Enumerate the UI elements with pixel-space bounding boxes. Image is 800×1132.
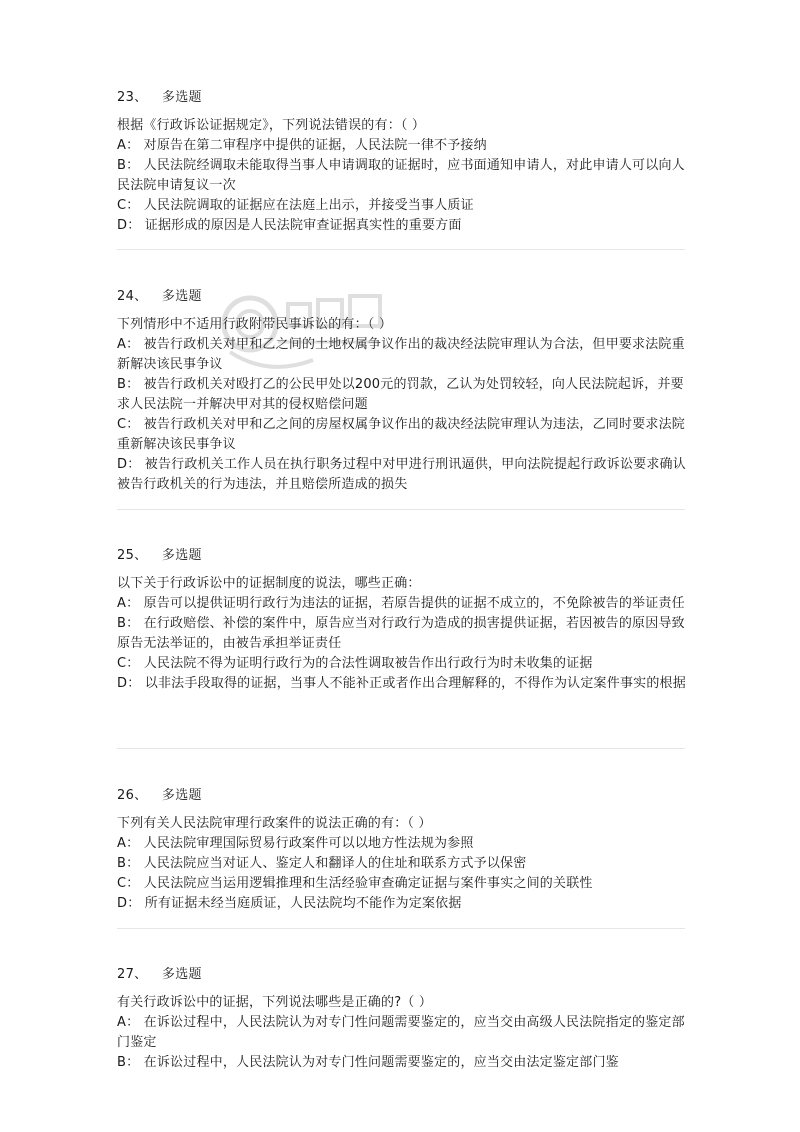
question-header [117,88,687,108]
option-c: C： 人民法院应当运用逻辑推理和生活经验审查确定证据与案件事实之间的关联性 [117,876,593,891]
option-b: B： 在行政赔偿、补偿的案件中，原告应当对行政行为造成的损害提供证据，若因被告的原因导致原告无法举证的，由被告承担举证责任 [117,616,685,651]
question-number: 23、 [117,90,148,105]
option-b: B： 被告行政机关对殴打乙的公民甲处以200元的罚款，乙认为处罚较轻，向人民法院起诉，并要求人民法院一并解决甲对其的侵权赔偿问题 [117,377,684,412]
question-type: 多选题 [161,967,202,982]
question-27 [117,965,687,1073]
question-number: 25、 [117,548,148,563]
question-number: 24、 [117,289,148,304]
option-b: B： 人民法院应当对证人、鉴定人和翻译人的住址和联系方式予以保密 [117,856,527,871]
divider [117,928,685,929]
question-stem: 下列有关人民法院审理行政案件的说法正确的有：（ ） [117,816,432,831]
question-24 [117,287,687,495]
question-23 [117,88,687,236]
option-d: D： 证据形成的原因是人民法院审查证据真实性的重要方面 [117,218,462,233]
option-a: A： 被告行政机关对甲和乙之间的土地权属争议作出的裁决经法院审理认为合法，但甲要求法院重新解决该民事争议 [117,337,685,372]
option-b: B： 在诉讼过程中，人民法院认为对专门性问题需要鉴定的，应当交由法定鉴定部门鉴 [117,1055,619,1070]
option-a: A： 原告可以提供证明行政行为违法的证据，若原告提供的证据不成立的，不免除被告的举证责任 [117,596,685,611]
question-type: 多选题 [161,788,202,803]
question-header [117,546,687,566]
question-number: 27、 [117,967,148,982]
question-type: 多选题 [161,289,202,304]
question-stem: 有关行政诉讼中的证据，下列说法哪些是正确的?（ ） [117,995,433,1010]
option-c: C： 人民法院调取的证据应在法庭上出示，并接受当事人质证 [117,198,474,213]
question-number: 26、 [117,788,148,803]
option-c: C： 人民法院不得为证明行政行为的合法性调取被告作出行政行为时未收集的证据 [117,656,593,671]
option-d: D： 所有证据未经当庭质证，人民法院均不能作为定案依据 [117,896,462,911]
question-type: 多选题 [161,548,202,563]
question-header [117,287,687,307]
option-c: C： 被告行政机关对甲和乙之间的房屋权属争议作出的裁决经法院审理认为违法，乙同时要求法院重新解决该民事争议 [117,417,686,452]
divider [117,249,685,250]
divider [117,509,685,510]
option-b: B： 人民法院经调取未能取得当事人申请调取的证据时，应书面通知申请人，对此申请人可以向人民法院申请复议一次 [117,158,685,193]
question-stem: 下列情形中不适用行政附带民事诉讼的有：（ ） [117,317,393,332]
option-d: D： 以非法手段取得的证据，当事人不能补正或者作出合理解释的，不得作为认定案件事实的根据 [117,676,686,691]
option-a: A： 人民法院审理国际贸易行政案件可以以地方性法规为参照 [117,836,474,851]
option-a: A： 对原告在第二审程序中提供的证据，人民法院一律不予接纳 [117,138,487,153]
question-25 [117,546,687,694]
question-26 [117,786,687,914]
question-stem: 以下关于行政诉讼中的证据制度的说法，哪些正确： [117,576,421,591]
option-d: D： 被告行政机关工作人员在执行职务过程中对甲进行刑讯逼供，甲向法院提起行政诉讼要求确认被告行政机关的行为违法，并且赔偿所造成的损失 [117,457,686,492]
option-a: A： 在诉讼过程中，人民法院认为对专门性问题需要鉴定的，应当交由高级人民法院指定的鉴定部门鉴定 [117,1015,685,1050]
question-header [117,965,687,985]
question-stem: 根据《行政诉讼证据规定》，下列说法错误的有：（ ） [117,118,426,133]
question-header [117,786,687,806]
divider [117,748,685,749]
question-type: 多选题 [161,90,202,105]
